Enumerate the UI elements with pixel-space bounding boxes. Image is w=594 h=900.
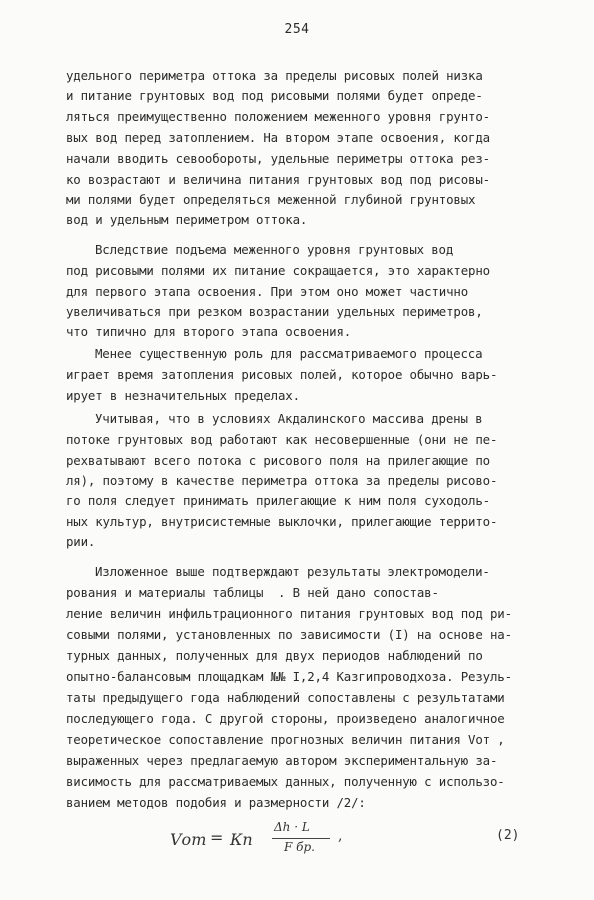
text-line: ных культур, внутрисистемные выклочки, прилегающие террито- xyxy=(66,514,498,529)
text-line: совыми полями, установленных по зависимости (I) на основе на- xyxy=(66,627,512,642)
text-line: под рисовыми полями их питание сокращается, это характерно xyxy=(66,263,490,278)
text-line: го поля следует принимать прилегающие к ним поля суходоль- xyxy=(66,493,490,508)
formula-numerator: Δh · L xyxy=(274,820,310,834)
text-line: выраженных через предлагаемую автором экспериментальную за- xyxy=(66,753,498,768)
text-line: вод и удельным периметром оттока. xyxy=(66,212,308,227)
formula-lhs: Vот xyxy=(170,830,207,849)
text-line: турных данных, полученных для двух периодов наблюдений по xyxy=(66,648,483,663)
text-line: висимость для рассматриваемых данных, полученную с использо- xyxy=(66,774,505,789)
text-line: рехватывают всего потока с рисового поля на прилегающие по xyxy=(66,453,490,468)
text-line: ирует в незначительных пределах. xyxy=(66,388,300,403)
text-line: ми полями будет определяться меженной глубиной грунтовых xyxy=(66,192,476,207)
text-line: вых вод перед затоплением. На втором этапе освоения, когда xyxy=(66,130,490,145)
equation-number: (2) xyxy=(496,828,520,843)
formula-coefficient: Кп xyxy=(230,830,253,849)
formula-equals: = xyxy=(210,828,224,847)
text-line: начали вводить севообороты, удельные периметры оттока рез- xyxy=(66,151,490,166)
text-line: удельного периметра оттока за пределы рисовых полей низка xyxy=(66,68,483,83)
text-line: и питание грунтовых вод под рисовыми полями будет опреде- xyxy=(66,88,483,103)
text-line: теоретическое сопоставление прогнозных величин питания Vот , xyxy=(66,732,505,747)
text-line: ванием методов подобия и размерности /2/: xyxy=(66,795,366,810)
text-line: увеличиваться при резком возрастании удельных периметров, xyxy=(66,304,483,319)
text-line: потоке грунтовых вод работают как несовершенные (они не пе- xyxy=(66,432,498,447)
text-line: для первого этапа освоения. При этом оно может частично xyxy=(66,284,469,299)
paragraph-start-line: Изложенное выше подтверждают результаты электромодели- xyxy=(95,564,490,579)
fraction-bar xyxy=(272,838,330,839)
text-line: ля), поэтому в качестве периметра оттока за пределы рисово- xyxy=(66,473,498,488)
text-line: играет время затопления рисовых полей, которое обычно варь- xyxy=(66,367,498,382)
text-line: опытно-балансовым площадкам №№ I,2,4 Казгипроводхоза. Резуль- xyxy=(66,669,512,684)
paragraph-start-line: Учитывая, что в условиях Акдалинского массива дрены в xyxy=(95,411,483,426)
text-line: рии. xyxy=(66,534,96,549)
text-line: что типично для второго этапа освоения. xyxy=(66,324,352,339)
formula-denominator: F бр. xyxy=(284,840,315,854)
paragraph-start-line: Менее существенную роль для рассматриваемого процесса xyxy=(95,346,483,361)
text-line: рования и материалы таблицы . В ней дано сопостав- xyxy=(66,585,439,600)
paragraph-start-line: Вследствие подъема меженного уровня грунтовых вод xyxy=(95,242,454,257)
text-line: ляться преимущественно положением меженного уровня грунто- xyxy=(66,109,490,124)
text-line: таты предыдущего года наблюдений сопоставлены с результатами xyxy=(66,690,505,705)
formula-2 xyxy=(170,822,540,858)
formula-comma: , xyxy=(338,828,343,844)
text-line: ление величин инфильтрационного питания грунтовых вод под ри- xyxy=(66,606,512,621)
text-line: последующего года. С другой стороны, произведено аналогичное xyxy=(66,711,505,726)
page-number: 254 xyxy=(284,22,310,37)
text-line: ко возрастают и величина питания грунтовых вод под рисовы- xyxy=(66,172,490,187)
